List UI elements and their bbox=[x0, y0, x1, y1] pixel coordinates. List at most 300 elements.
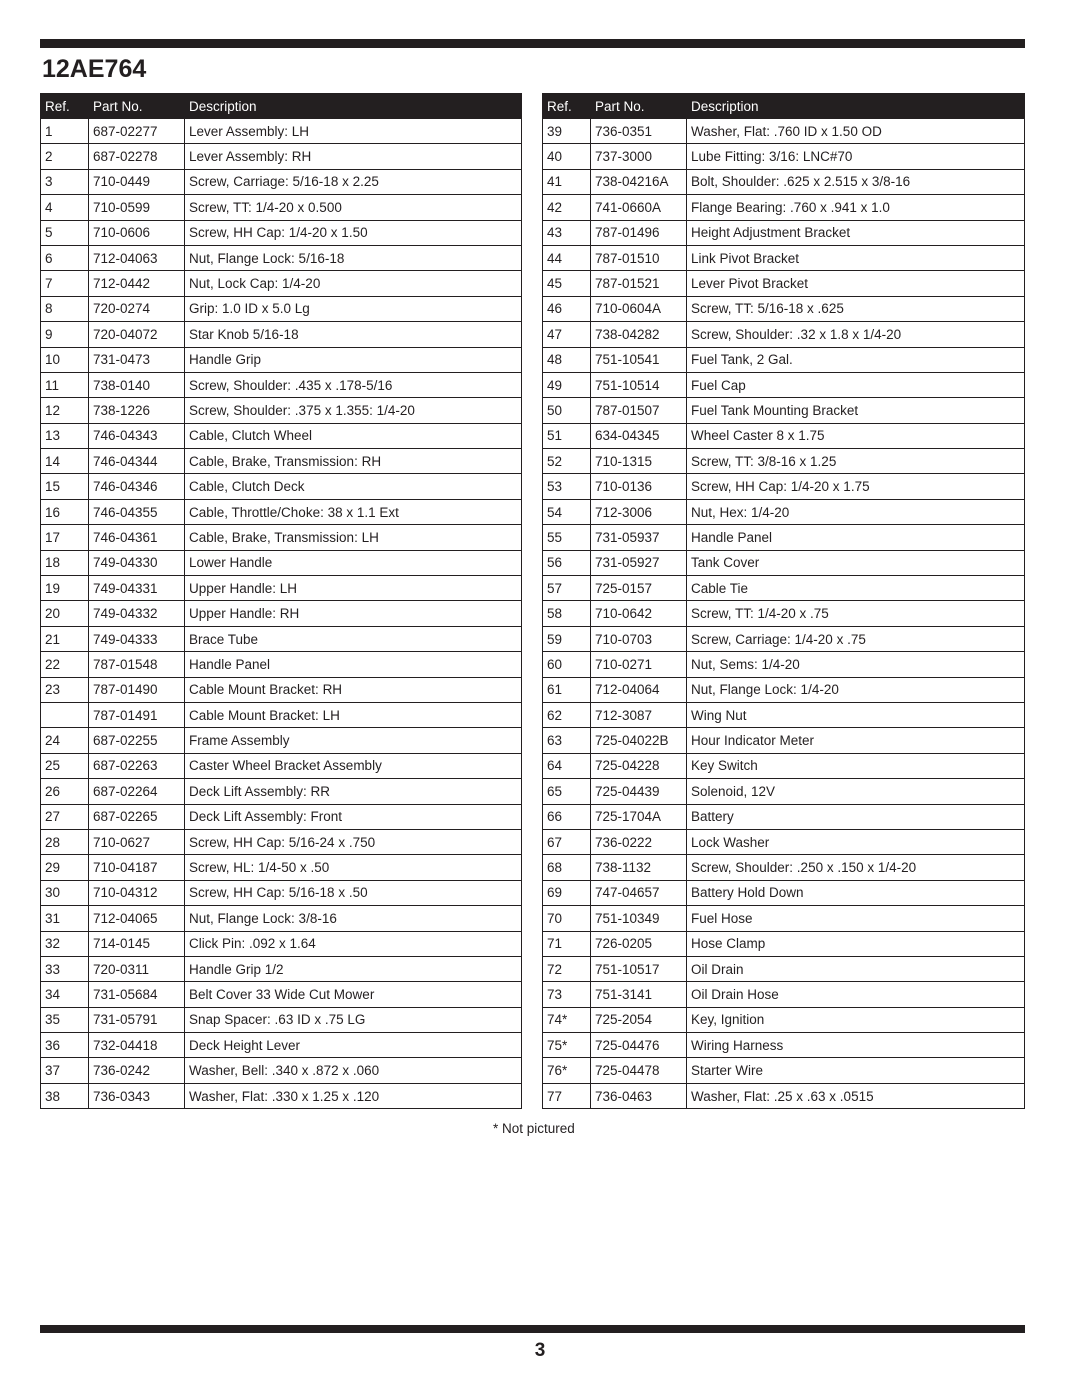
ref-cell: 22 bbox=[41, 652, 89, 677]
parts-list-left bbox=[41, 119, 522, 1109]
part-number-cell: 710-0136 bbox=[591, 474, 687, 499]
table-row bbox=[41, 702, 522, 727]
part-number-cell: 787-01507 bbox=[591, 398, 687, 423]
part-number-cell: 787-01548 bbox=[89, 652, 185, 677]
part-number-cell: 738-04282 bbox=[591, 322, 687, 347]
part-number-cell: 687-02265 bbox=[89, 804, 185, 829]
table-row bbox=[41, 372, 522, 397]
table-row bbox=[41, 779, 522, 804]
ref-cell: 35 bbox=[41, 1007, 89, 1032]
part-number-cell: 710-0703 bbox=[591, 626, 687, 651]
table-row bbox=[41, 753, 522, 778]
description-cell: Frame Assembly bbox=[185, 728, 522, 753]
ref-cell: 36 bbox=[41, 1033, 89, 1058]
description-cell: Belt Cover 33 Wide Cut Mower bbox=[185, 982, 522, 1007]
parts-table-left bbox=[40, 93, 522, 1109]
table-row bbox=[41, 271, 522, 296]
table-row bbox=[41, 626, 522, 651]
table-row bbox=[41, 474, 522, 499]
table-row bbox=[543, 626, 1025, 651]
table-row bbox=[543, 195, 1025, 220]
description-cell: Fuel Cap bbox=[687, 372, 1025, 397]
ref-cell: 56 bbox=[543, 550, 591, 575]
description-cell: Wing Nut bbox=[687, 702, 1025, 727]
ref-cell: 57 bbox=[543, 576, 591, 601]
table-row bbox=[543, 220, 1025, 245]
description-cell: Screw, TT: 3/8-16 x 1.25 bbox=[687, 449, 1025, 474]
description-cell: Hour Indicator Meter bbox=[687, 728, 1025, 753]
part-number-cell: 731-05927 bbox=[591, 550, 687, 575]
part-number-cell: 710-0642 bbox=[591, 601, 687, 626]
ref-cell: 34 bbox=[41, 982, 89, 1007]
ref-cell: 70 bbox=[543, 906, 591, 931]
header-part-no: Part No. bbox=[89, 94, 185, 119]
description-cell: Battery Hold Down bbox=[687, 880, 1025, 905]
description-cell: Key, Ignition bbox=[687, 1007, 1025, 1032]
description-cell: Screw, Shoulder: .435 x .178-5/16 bbox=[185, 372, 522, 397]
ref-cell: 48 bbox=[543, 347, 591, 372]
table-row bbox=[543, 398, 1025, 423]
ref-cell: 9 bbox=[41, 322, 89, 347]
part-number-cell: 738-0140 bbox=[89, 372, 185, 397]
description-cell: Nut, Flange Lock: 1/4-20 bbox=[687, 677, 1025, 702]
part-number-cell: 687-02277 bbox=[89, 119, 185, 144]
ref-cell: 61 bbox=[543, 677, 591, 702]
ref-cell: 7 bbox=[41, 271, 89, 296]
table-row bbox=[543, 677, 1025, 702]
part-number-cell: 738-04216A bbox=[591, 169, 687, 194]
table-row bbox=[41, 956, 522, 981]
part-number-cell: 710-0604A bbox=[591, 296, 687, 321]
ref-cell: 31 bbox=[41, 906, 89, 931]
part-number-cell: 725-04439 bbox=[591, 779, 687, 804]
description-cell: Screw, Shoulder: .250 x .150 x 1/4-20 bbox=[687, 855, 1025, 880]
table-row bbox=[543, 931, 1025, 956]
part-number-cell: 710-04187 bbox=[89, 855, 185, 880]
part-number-cell: 787-01510 bbox=[591, 245, 687, 270]
ref-cell: 1 bbox=[41, 119, 89, 144]
parts-list-right bbox=[543, 119, 1025, 1109]
ref-cell: 44 bbox=[543, 245, 591, 270]
description-cell: Fuel Hose bbox=[687, 906, 1025, 931]
description-cell: Cable Tie bbox=[687, 576, 1025, 601]
ref-cell: 49 bbox=[543, 372, 591, 397]
part-number-cell: 634-04345 bbox=[591, 423, 687, 448]
ref-cell: 46 bbox=[543, 296, 591, 321]
table-row bbox=[543, 347, 1025, 372]
description-cell: Upper Handle: RH bbox=[185, 601, 522, 626]
description-cell: Height Adjustment Bracket bbox=[687, 220, 1025, 245]
description-cell: Screw, HH Cap: 5/16-24 x .750 bbox=[185, 829, 522, 854]
description-cell: Washer, Flat: .25 x .63 x .0515 bbox=[687, 1083, 1025, 1108]
part-number-cell: 749-04332 bbox=[89, 601, 185, 626]
ref-cell: 5 bbox=[41, 220, 89, 245]
description-cell: Click Pin: .092 x 1.64 bbox=[185, 931, 522, 956]
description-cell: Deck Height Lever bbox=[185, 1033, 522, 1058]
ref-cell: 59 bbox=[543, 626, 591, 651]
table-row bbox=[41, 1007, 522, 1032]
part-number-cell: 720-04072 bbox=[89, 322, 185, 347]
description-cell: Handle Panel bbox=[185, 652, 522, 677]
description-cell: Solenoid, 12V bbox=[687, 779, 1025, 804]
part-number-cell: 741-0660A bbox=[591, 195, 687, 220]
ref-cell: 69 bbox=[543, 880, 591, 905]
description-cell: Brace Tube bbox=[185, 626, 522, 651]
part-number-cell: 746-04361 bbox=[89, 525, 185, 550]
ref-cell: 55 bbox=[543, 525, 591, 550]
table-row bbox=[543, 245, 1025, 270]
part-number-cell: 731-05684 bbox=[89, 982, 185, 1007]
description-cell: Cable, Clutch Wheel bbox=[185, 423, 522, 448]
part-number-cell: 746-04343 bbox=[89, 423, 185, 448]
table-row bbox=[543, 753, 1025, 778]
ref-cell: 67 bbox=[543, 829, 591, 854]
part-number-cell: 720-0274 bbox=[89, 296, 185, 321]
table-row bbox=[543, 423, 1025, 448]
part-number-cell: 787-01490 bbox=[89, 677, 185, 702]
part-number-cell: 725-2054 bbox=[591, 1007, 687, 1032]
table-row bbox=[543, 550, 1025, 575]
description-cell: Fuel Tank Mounting Bracket bbox=[687, 398, 1025, 423]
table-row bbox=[543, 652, 1025, 677]
part-number-cell: 751-10517 bbox=[591, 956, 687, 981]
table-row bbox=[543, 1083, 1025, 1108]
footnote: * Not pictured bbox=[493, 1121, 575, 1136]
part-number-cell: 710-0599 bbox=[89, 195, 185, 220]
table-row bbox=[41, 525, 522, 550]
ref-cell: 47 bbox=[543, 322, 591, 347]
description-cell: Lube Fitting: 3/16: LNC#70 bbox=[687, 144, 1025, 169]
part-number-cell: 747-04657 bbox=[591, 880, 687, 905]
description-cell: Bolt, Shoulder: .625 x 2.515 x 3/8-16 bbox=[687, 169, 1025, 194]
ref-cell: 16 bbox=[41, 499, 89, 524]
table-row bbox=[543, 779, 1025, 804]
table-row bbox=[41, 398, 522, 423]
description-cell: Lever Assembly: LH bbox=[185, 119, 522, 144]
part-number-cell: 737-3000 bbox=[591, 144, 687, 169]
part-number-cell: 738-1226 bbox=[89, 398, 185, 423]
description-cell: Tank Cover bbox=[687, 550, 1025, 575]
description-cell: Lock Washer bbox=[687, 829, 1025, 854]
ref-cell: 21 bbox=[41, 626, 89, 651]
ref-cell: 15 bbox=[41, 474, 89, 499]
description-cell: Handle Panel bbox=[687, 525, 1025, 550]
description-cell: Deck Lift Assembly: RR bbox=[185, 779, 522, 804]
header-description: Description bbox=[185, 94, 522, 119]
table-row bbox=[41, 982, 522, 1007]
table-row bbox=[543, 880, 1025, 905]
table-row bbox=[543, 322, 1025, 347]
ref-cell: 45 bbox=[543, 271, 591, 296]
part-number-cell: 725-04478 bbox=[591, 1058, 687, 1083]
table-row bbox=[41, 931, 522, 956]
ref-cell: 4 bbox=[41, 195, 89, 220]
description-cell: Star Knob 5/16-18 bbox=[185, 322, 522, 347]
table-row bbox=[41, 652, 522, 677]
part-number-cell: 751-10541 bbox=[591, 347, 687, 372]
ref-cell: 29 bbox=[41, 855, 89, 880]
ref-cell bbox=[41, 702, 89, 727]
part-number-cell: 712-04064 bbox=[591, 677, 687, 702]
header-part-no: Part No. bbox=[591, 94, 687, 119]
ref-cell: 30 bbox=[41, 880, 89, 905]
description-cell: Screw, TT: 1/4-20 x .75 bbox=[687, 601, 1025, 626]
ref-cell: 8 bbox=[41, 296, 89, 321]
table-row bbox=[41, 550, 522, 575]
part-number-cell: 746-04355 bbox=[89, 499, 185, 524]
model-title: 12AE764 bbox=[42, 55, 147, 83]
table-row bbox=[41, 119, 522, 144]
table-row bbox=[543, 449, 1025, 474]
description-cell: Nut, Flange Lock: 5/16-18 bbox=[185, 245, 522, 270]
description-cell: Lever Pivot Bracket bbox=[687, 271, 1025, 296]
part-number-cell: 712-0442 bbox=[89, 271, 185, 296]
description-cell: Screw, Shoulder: .375 x 1.355: 1/4-20 bbox=[185, 398, 522, 423]
part-number-cell: 736-0343 bbox=[89, 1083, 185, 1108]
table-row bbox=[41, 829, 522, 854]
table-row bbox=[543, 804, 1025, 829]
part-number-cell: 710-0606 bbox=[89, 220, 185, 245]
description-cell: Screw, HH Cap: 5/16-18 x .50 bbox=[185, 880, 522, 905]
table-row bbox=[543, 1058, 1025, 1083]
description-cell: Handle Grip 1/2 bbox=[185, 956, 522, 981]
part-number-cell: 712-04065 bbox=[89, 906, 185, 931]
part-number-cell: 687-02264 bbox=[89, 779, 185, 804]
part-number-cell: 710-1315 bbox=[591, 449, 687, 474]
description-cell: Washer, Flat: .760 ID x 1.50 OD bbox=[687, 119, 1025, 144]
ref-cell: 42 bbox=[543, 195, 591, 220]
page-number: 3 bbox=[534, 1340, 546, 1361]
ref-cell: 40 bbox=[543, 144, 591, 169]
ref-cell: 68 bbox=[543, 855, 591, 880]
description-cell: Key Switch bbox=[687, 753, 1025, 778]
ref-cell: 50 bbox=[543, 398, 591, 423]
description-cell: Screw, TT: 5/16-18 x .625 bbox=[687, 296, 1025, 321]
part-number-cell: 749-04330 bbox=[89, 550, 185, 575]
part-number-cell: 710-04312 bbox=[89, 880, 185, 905]
table-row bbox=[41, 144, 522, 169]
description-cell: Screw, TT: 1/4-20 x 0.500 bbox=[185, 195, 522, 220]
table-row bbox=[543, 1033, 1025, 1058]
description-cell: Cable Mount Bracket: RH bbox=[185, 677, 522, 702]
description-cell: Oil Drain bbox=[687, 956, 1025, 981]
description-cell: Screw, Carriage: 1/4-20 x .75 bbox=[687, 626, 1025, 651]
part-number-cell: 746-04344 bbox=[89, 449, 185, 474]
part-number-cell: 787-01496 bbox=[591, 220, 687, 245]
description-cell: Oil Drain Hose bbox=[687, 982, 1025, 1007]
ref-cell: 54 bbox=[543, 499, 591, 524]
description-cell: Deck Lift Assembly: Front bbox=[185, 804, 522, 829]
ref-cell: 64 bbox=[543, 753, 591, 778]
part-number-cell: 751-3141 bbox=[591, 982, 687, 1007]
description-cell: Screw, Carriage: 5/16-18 x 2.25 bbox=[185, 169, 522, 194]
header-ref: Ref. bbox=[543, 94, 591, 119]
part-number-cell: 749-04331 bbox=[89, 576, 185, 601]
description-cell: Link Pivot Bracket bbox=[687, 245, 1025, 270]
table-row bbox=[41, 322, 522, 347]
description-cell: Hose Clamp bbox=[687, 931, 1025, 956]
part-number-cell: 731-0473 bbox=[89, 347, 185, 372]
ref-cell: 33 bbox=[41, 956, 89, 981]
description-cell: Cable, Throttle/Choke: 38 x 1.1 Ext bbox=[185, 499, 522, 524]
part-number-cell: 726-0205 bbox=[591, 931, 687, 956]
part-number-cell: 751-10514 bbox=[591, 372, 687, 397]
table-row bbox=[543, 525, 1025, 550]
part-number-cell: 725-04476 bbox=[591, 1033, 687, 1058]
description-cell: Screw, HH Cap: 1/4-20 x 1.50 bbox=[185, 220, 522, 245]
description-cell: Lower Handle bbox=[185, 550, 522, 575]
header-description: Description bbox=[687, 94, 1025, 119]
table-row bbox=[41, 855, 522, 880]
ref-cell: 26 bbox=[41, 779, 89, 804]
description-cell: Upper Handle: LH bbox=[185, 576, 522, 601]
ref-cell: 3 bbox=[41, 169, 89, 194]
description-cell: Screw, HL: 1/4-50 x .50 bbox=[185, 855, 522, 880]
table-row bbox=[41, 195, 522, 220]
ref-cell: 2 bbox=[41, 144, 89, 169]
description-cell: Flange Bearing: .760 x .941 x 1.0 bbox=[687, 195, 1025, 220]
table-row bbox=[543, 119, 1025, 144]
part-number-cell: 787-01521 bbox=[591, 271, 687, 296]
table-row bbox=[543, 474, 1025, 499]
part-number-cell: 787-01491 bbox=[89, 702, 185, 727]
table-row bbox=[41, 601, 522, 626]
description-cell: Wiring Harness bbox=[687, 1033, 1025, 1058]
ref-cell: 51 bbox=[543, 423, 591, 448]
part-number-cell: 749-04333 bbox=[89, 626, 185, 651]
ref-cell: 62 bbox=[543, 702, 591, 727]
part-number-cell: 687-02263 bbox=[89, 753, 185, 778]
table-row bbox=[41, 499, 522, 524]
table-row bbox=[543, 829, 1025, 854]
table-row bbox=[543, 855, 1025, 880]
ref-cell: 71 bbox=[543, 931, 591, 956]
table-row bbox=[543, 169, 1025, 194]
description-cell: Screw, HH Cap: 1/4-20 x 1.75 bbox=[687, 474, 1025, 499]
table-row bbox=[543, 372, 1025, 397]
description-cell: Cable, Brake, Transmission: RH bbox=[185, 449, 522, 474]
table-row bbox=[41, 296, 522, 321]
ref-cell: 43 bbox=[543, 220, 591, 245]
table-row bbox=[543, 296, 1025, 321]
part-number-cell: 710-0271 bbox=[591, 652, 687, 677]
ref-cell: 75* bbox=[543, 1033, 591, 1058]
description-cell: Snap Spacer: .63 ID x .75 LG bbox=[185, 1007, 522, 1032]
description-cell: Grip: 1.0 ID x 5.0 Lg bbox=[185, 296, 522, 321]
ref-cell: 13 bbox=[41, 423, 89, 448]
description-cell: Starter Wire bbox=[687, 1058, 1025, 1083]
description-cell: Handle Grip bbox=[185, 347, 522, 372]
ref-cell: 53 bbox=[543, 474, 591, 499]
top-rule bbox=[40, 39, 1025, 48]
ref-cell: 58 bbox=[543, 601, 591, 626]
table-row bbox=[41, 677, 522, 702]
part-number-cell: 731-05937 bbox=[591, 525, 687, 550]
part-number-cell: 725-04022B bbox=[591, 728, 687, 753]
table-row bbox=[41, 1033, 522, 1058]
part-number-cell: 746-04346 bbox=[89, 474, 185, 499]
ref-cell: 6 bbox=[41, 245, 89, 270]
part-number-cell: 712-3087 bbox=[591, 702, 687, 727]
part-number-cell: 736-0463 bbox=[591, 1083, 687, 1108]
description-cell: Cable, Brake, Transmission: LH bbox=[185, 525, 522, 550]
table-row bbox=[41, 220, 522, 245]
ref-cell: 23 bbox=[41, 677, 89, 702]
part-number-cell: 738-1132 bbox=[591, 855, 687, 880]
ref-cell: 72 bbox=[543, 956, 591, 981]
part-number-cell: 712-3006 bbox=[591, 499, 687, 524]
part-number-cell: 751-10349 bbox=[591, 906, 687, 931]
description-cell: Cable Mount Bracket: LH bbox=[185, 702, 522, 727]
description-cell: Nut, Flange Lock: 3/8-16 bbox=[185, 906, 522, 931]
description-cell: Fuel Tank, 2 Gal. bbox=[687, 347, 1025, 372]
part-number-cell: 714-0145 bbox=[89, 931, 185, 956]
part-number-cell: 687-02278 bbox=[89, 144, 185, 169]
table-row bbox=[41, 880, 522, 905]
table-row bbox=[543, 956, 1025, 981]
part-number-cell: 731-05791 bbox=[89, 1007, 185, 1032]
bottom-rule bbox=[40, 1325, 1025, 1333]
description-cell: Nut, Lock Cap: 1/4-20 bbox=[185, 271, 522, 296]
ref-cell: 77 bbox=[543, 1083, 591, 1108]
table-row bbox=[41, 245, 522, 270]
ref-cell: 32 bbox=[41, 931, 89, 956]
ref-cell: 17 bbox=[41, 525, 89, 550]
ref-cell: 27 bbox=[41, 804, 89, 829]
part-number-cell: 687-02255 bbox=[89, 728, 185, 753]
description-cell: Washer, Bell: .340 x .872 x .060 bbox=[185, 1058, 522, 1083]
table-row bbox=[543, 601, 1025, 626]
description-cell: Nut, Hex: 1/4-20 bbox=[687, 499, 1025, 524]
table-row bbox=[543, 1007, 1025, 1032]
part-number-cell: 710-0449 bbox=[89, 169, 185, 194]
description-cell: Lever Assembly: RH bbox=[185, 144, 522, 169]
ref-cell: 24 bbox=[41, 728, 89, 753]
parts-table-right bbox=[542, 93, 1025, 1109]
ref-cell: 10 bbox=[41, 347, 89, 372]
ref-cell: 74* bbox=[543, 1007, 591, 1032]
description-cell: Nut, Sems: 1/4-20 bbox=[687, 652, 1025, 677]
part-number-cell: 720-0311 bbox=[89, 956, 185, 981]
description-cell: Cable, Clutch Deck bbox=[185, 474, 522, 499]
ref-cell: 41 bbox=[543, 169, 591, 194]
table-row bbox=[543, 271, 1025, 296]
ref-cell: 60 bbox=[543, 652, 591, 677]
ref-cell: 63 bbox=[543, 728, 591, 753]
part-number-cell: 725-1704A bbox=[591, 804, 687, 829]
description-cell: Caster Wheel Bracket Assembly bbox=[185, 753, 522, 778]
ref-cell: 37 bbox=[41, 1058, 89, 1083]
part-number-cell: 725-04228 bbox=[591, 753, 687, 778]
table-row bbox=[41, 728, 522, 753]
table-row bbox=[41, 169, 522, 194]
table-row bbox=[41, 804, 522, 829]
header-ref: Ref. bbox=[41, 94, 89, 119]
description-cell: Screw, Shoulder: .32 x 1.8 x 1/4-20 bbox=[687, 322, 1025, 347]
table-row bbox=[41, 423, 522, 448]
table-row bbox=[41, 1083, 522, 1108]
table-row bbox=[41, 347, 522, 372]
table-header-row bbox=[543, 94, 1025, 119]
ref-cell: 76* bbox=[543, 1058, 591, 1083]
table-row bbox=[41, 906, 522, 931]
ref-cell: 28 bbox=[41, 829, 89, 854]
table-row bbox=[41, 1058, 522, 1083]
description-cell: Washer, Flat: .330 x 1.25 x .120 bbox=[185, 1083, 522, 1108]
ref-cell: 66 bbox=[543, 804, 591, 829]
part-number-cell: 712-04063 bbox=[89, 245, 185, 270]
table-header-row bbox=[41, 94, 522, 119]
